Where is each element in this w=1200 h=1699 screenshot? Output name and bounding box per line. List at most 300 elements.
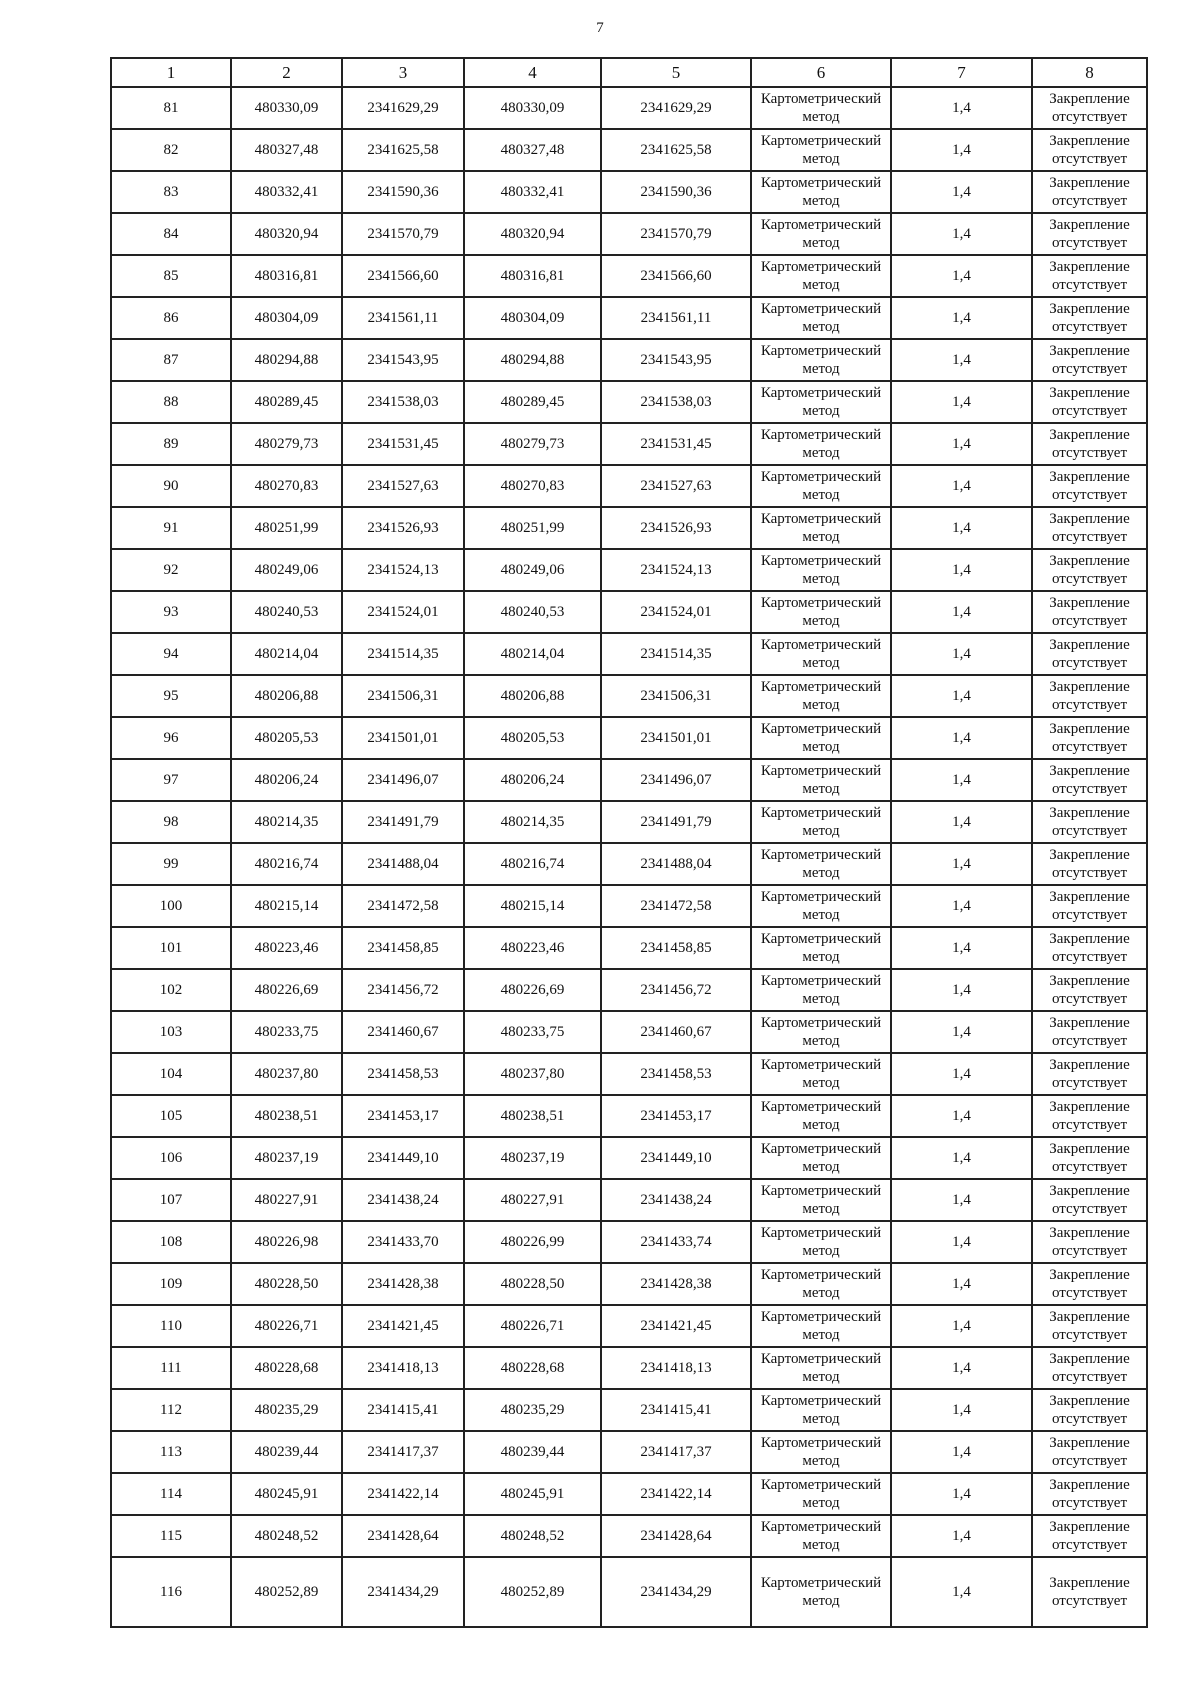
method-cell-line: метод <box>802 1285 840 1301</box>
y-coordinate-cell: 2341434,29 <box>601 1557 751 1627</box>
page-number: 7 <box>596 20 604 36</box>
x-coordinate-cell: 480215,14 <box>231 885 342 927</box>
y-coordinate-cell: 2341449,10 <box>342 1137 464 1179</box>
point-number-cell: 107 <box>111 1179 231 1221</box>
y-coordinate-cell: 2341527,63 <box>601 465 751 507</box>
method-cell-line: метод <box>802 949 840 965</box>
accuracy-cell: 1,4 <box>891 675 1032 717</box>
y-coordinate-cell: 2341428,64 <box>342 1515 464 1557</box>
fixing-cell-line: отсутствует <box>1051 235 1128 251</box>
x-coordinate-cell: 480228,50 <box>231 1263 342 1305</box>
point-number-cell: 89 <box>111 423 231 465</box>
x-coordinate-cell: 480205,53 <box>464 717 601 759</box>
method-cell-line: метод <box>802 1033 840 1049</box>
method-cell <box>751 297 891 339</box>
table-row <box>111 1431 1147 1473</box>
method-cell-line: Картометрический <box>760 427 882 443</box>
point-number-cell: 90 <box>111 465 231 507</box>
method-cell-line: Картометрический <box>760 469 882 485</box>
y-coordinate-cell: 2341570,79 <box>601 213 751 255</box>
x-coordinate-cell: 480245,91 <box>231 1473 342 1515</box>
x-coordinate-cell: 480240,53 <box>231 591 342 633</box>
method-cell-line: метод <box>802 109 840 125</box>
fixing-cell <box>1032 591 1147 633</box>
method-cell-line: метод <box>802 1593 840 1609</box>
point-number-cell: 100 <box>111 885 231 927</box>
y-coordinate-cell: 2341428,38 <box>601 1263 751 1305</box>
fixing-cell-line: Закрепление <box>1049 721 1130 737</box>
y-coordinate-cell: 2341590,36 <box>601 171 751 213</box>
fixing-cell-line: отсутствует <box>1051 739 1128 755</box>
y-coordinate-cell: 2341526,93 <box>601 507 751 549</box>
table-row <box>111 171 1147 213</box>
column-header: 8 <box>1032 58 1147 87</box>
accuracy-cell: 1,4 <box>891 1179 1032 1221</box>
fixing-cell-line: отсутствует <box>1051 1117 1128 1133</box>
fixing-cell <box>1032 171 1147 213</box>
fixing-cell-line: Закрепление <box>1049 847 1130 863</box>
x-coordinate-cell: 480316,81 <box>464 255 601 297</box>
method-cell <box>751 1221 891 1263</box>
table-row <box>111 675 1147 717</box>
table-row <box>111 1515 1147 1557</box>
method-cell-line: Картометрический <box>760 553 882 569</box>
fixing-cell-line: отсутствует <box>1051 361 1128 377</box>
fixing-cell <box>1032 297 1147 339</box>
table-row <box>111 1221 1147 1263</box>
fixing-cell <box>1032 129 1147 171</box>
fixing-cell-line: отсутствует <box>1051 1285 1128 1301</box>
x-coordinate-cell: 480270,83 <box>464 465 601 507</box>
table-row <box>111 423 1147 465</box>
method-cell-line: метод <box>802 865 840 881</box>
point-number-cell: 86 <box>111 297 231 339</box>
method-cell <box>751 381 891 423</box>
method-cell-line: Картометрический <box>760 595 882 611</box>
table-row <box>111 255 1147 297</box>
fixing-cell <box>1032 759 1147 801</box>
x-coordinate-cell: 480251,99 <box>464 507 601 549</box>
accuracy-cell: 1,4 <box>891 1095 1032 1137</box>
accuracy-cell: 1,4 <box>891 255 1032 297</box>
y-coordinate-cell: 2341561,11 <box>342 297 464 339</box>
y-coordinate-cell: 2341524,13 <box>601 549 751 591</box>
y-coordinate-cell: 2341561,11 <box>601 297 751 339</box>
fixing-cell-line: Закрепление <box>1049 1099 1130 1115</box>
method-cell <box>751 1515 891 1557</box>
accuracy-cell: 1,4 <box>891 381 1032 423</box>
point-number-cell: 106 <box>111 1137 231 1179</box>
y-coordinate-cell: 2341496,07 <box>601 759 751 801</box>
y-coordinate-cell: 2341491,79 <box>342 801 464 843</box>
method-cell <box>751 1179 891 1221</box>
accuracy-cell: 1,4 <box>891 1263 1032 1305</box>
method-cell-line: Картометрический <box>760 1351 882 1367</box>
fixing-cell-line: Закрепление <box>1049 1225 1130 1241</box>
method-cell-line: метод <box>802 571 840 587</box>
fixing-cell-line: Закрепление <box>1049 343 1130 359</box>
fixing-cell <box>1032 213 1147 255</box>
x-coordinate-cell: 480316,81 <box>231 255 342 297</box>
accuracy-cell: 1,4 <box>891 1053 1032 1095</box>
method-cell-line: метод <box>802 1411 840 1427</box>
method-cell-line: метод <box>802 991 840 1007</box>
fixing-cell-line: Закрепление <box>1049 1057 1130 1073</box>
y-coordinate-cell: 2341458,85 <box>601 927 751 969</box>
method-cell-line: метод <box>802 403 840 419</box>
method-cell <box>751 171 891 213</box>
fixing-cell-line: отсутствует <box>1051 1593 1128 1609</box>
accuracy-cell: 1,4 <box>891 759 1032 801</box>
method-cell-line: Картометрический <box>760 889 882 905</box>
method-cell <box>751 1473 891 1515</box>
table-row <box>111 843 1147 885</box>
accuracy-cell: 1,4 <box>891 927 1032 969</box>
method-cell-line: Картометрический <box>760 721 882 737</box>
x-coordinate-cell: 480227,91 <box>231 1179 342 1221</box>
table-row <box>111 1263 1147 1305</box>
x-coordinate-cell: 480240,53 <box>464 591 601 633</box>
method-cell <box>751 1557 891 1627</box>
accuracy-cell: 1,4 <box>891 213 1032 255</box>
method-cell-line: метод <box>802 1201 840 1217</box>
method-cell <box>751 1431 891 1473</box>
x-coordinate-cell: 480223,46 <box>231 927 342 969</box>
x-coordinate-cell: 480214,35 <box>231 801 342 843</box>
x-coordinate-cell: 480332,41 <box>231 171 342 213</box>
table-row <box>111 1095 1147 1137</box>
fixing-cell <box>1032 927 1147 969</box>
fixing-cell-line: отсутствует <box>1051 1159 1128 1175</box>
method-cell-line: метод <box>802 235 840 251</box>
x-coordinate-cell: 480214,35 <box>464 801 601 843</box>
fixing-cell-line: Закрепление <box>1049 511 1130 527</box>
accuracy-cell: 1,4 <box>891 1221 1032 1263</box>
fixing-cell-line: отсутствует <box>1051 613 1128 629</box>
method-cell-line: метод <box>802 1243 840 1259</box>
fixing-cell <box>1032 381 1147 423</box>
method-cell <box>751 129 891 171</box>
x-coordinate-cell: 480235,29 <box>231 1389 342 1431</box>
fixing-cell <box>1032 87 1147 129</box>
fixing-cell <box>1032 1179 1147 1221</box>
y-coordinate-cell: 2341538,03 <box>342 381 464 423</box>
x-coordinate-cell: 480249,06 <box>464 549 601 591</box>
table-row <box>111 1389 1147 1431</box>
x-coordinate-cell: 480330,09 <box>464 87 601 129</box>
y-coordinate-cell: 2341566,60 <box>601 255 751 297</box>
column-header: 1 <box>111 58 231 87</box>
method-cell-line: Картометрический <box>760 91 882 107</box>
x-coordinate-cell: 480294,88 <box>231 339 342 381</box>
fixing-cell-line: отсутствует <box>1051 1201 1128 1217</box>
fixing-cell-line: Закрепление <box>1049 679 1130 695</box>
fixing-cell-line: Закрепление <box>1049 553 1130 569</box>
x-coordinate-cell: 480330,09 <box>231 87 342 129</box>
method-cell-line: Картометрический <box>760 385 882 401</box>
accuracy-cell: 1,4 <box>891 717 1032 759</box>
y-coordinate-cell: 2341418,13 <box>601 1347 751 1389</box>
table-row <box>111 549 1147 591</box>
accuracy-cell: 1,4 <box>891 1473 1032 1515</box>
fixing-cell-line: отсутствует <box>1051 487 1128 503</box>
y-coordinate-cell: 2341625,58 <box>342 129 464 171</box>
fixing-cell-line: отсутствует <box>1051 949 1128 965</box>
point-number-cell: 115 <box>111 1515 231 1557</box>
fixing-cell-line: отсутствует <box>1051 655 1128 671</box>
table-row <box>111 591 1147 633</box>
fixing-cell-line: Закрепление <box>1049 175 1130 191</box>
fixing-cell-line: Закрепление <box>1049 301 1130 317</box>
accuracy-cell: 1,4 <box>891 1557 1032 1627</box>
point-number-cell: 93 <box>111 591 231 633</box>
method-cell-line: Картометрический <box>760 1393 882 1409</box>
method-cell-line: метод <box>802 361 840 377</box>
y-coordinate-cell: 2341422,14 <box>601 1473 751 1515</box>
x-coordinate-cell: 480252,89 <box>464 1557 601 1627</box>
point-number-cell: 85 <box>111 255 231 297</box>
point-number-cell: 105 <box>111 1095 231 1137</box>
table-row <box>111 297 1147 339</box>
point-number-cell: 99 <box>111 843 231 885</box>
x-coordinate-cell: 480205,53 <box>231 717 342 759</box>
y-coordinate-cell: 2341415,41 <box>601 1389 751 1431</box>
y-coordinate-cell: 2341417,37 <box>601 1431 751 1473</box>
method-cell <box>751 87 891 129</box>
table-row <box>111 759 1147 801</box>
x-coordinate-cell: 480252,89 <box>231 1557 342 1627</box>
x-coordinate-cell: 480279,73 <box>231 423 342 465</box>
method-cell-line: метод <box>802 613 840 629</box>
x-coordinate-cell: 480320,94 <box>231 213 342 255</box>
method-cell-line: Картометрический <box>760 1183 882 1199</box>
x-coordinate-cell: 480206,24 <box>231 759 342 801</box>
method-cell-line: Картометрический <box>760 1225 882 1241</box>
x-coordinate-cell: 480248,52 <box>231 1515 342 1557</box>
y-coordinate-cell: 2341415,41 <box>342 1389 464 1431</box>
accuracy-cell: 1,4 <box>891 297 1032 339</box>
accuracy-cell: 1,4 <box>891 1389 1032 1431</box>
fixing-cell-line: Закрепление <box>1049 1015 1130 1031</box>
table-row <box>111 1473 1147 1515</box>
fixing-cell <box>1032 1221 1147 1263</box>
fixing-cell-line: Закрепление <box>1049 1575 1130 1591</box>
table-row <box>111 129 1147 171</box>
table-row <box>111 1305 1147 1347</box>
y-coordinate-cell: 2341524,01 <box>601 591 751 633</box>
accuracy-cell: 1,4 <box>891 885 1032 927</box>
fixing-cell-line: Закрепление <box>1049 637 1130 653</box>
method-cell <box>751 801 891 843</box>
fixing-cell-line: отсутствует <box>1051 781 1128 797</box>
fixing-cell-line: Закрепление <box>1049 595 1130 611</box>
x-coordinate-cell: 480237,80 <box>231 1053 342 1095</box>
point-number-cell: 112 <box>111 1389 231 1431</box>
method-cell <box>751 423 891 465</box>
x-coordinate-cell: 480206,88 <box>464 675 601 717</box>
table-row <box>111 339 1147 381</box>
y-coordinate-cell: 2341421,45 <box>342 1305 464 1347</box>
fixing-cell-line: отсутствует <box>1051 529 1128 545</box>
y-coordinate-cell: 2341501,01 <box>342 717 464 759</box>
method-cell <box>751 1095 891 1137</box>
x-coordinate-cell: 480289,45 <box>231 381 342 423</box>
point-number-cell: 113 <box>111 1431 231 1473</box>
method-cell <box>751 1011 891 1053</box>
fixing-cell-line: отсутствует <box>1051 403 1128 419</box>
fixing-cell <box>1032 675 1147 717</box>
method-cell-line: Картометрический <box>760 1477 882 1493</box>
y-coordinate-cell: 2341570,79 <box>342 213 464 255</box>
x-coordinate-cell: 480327,48 <box>231 129 342 171</box>
fixing-cell-line: отсутствует <box>1051 1537 1128 1553</box>
y-coordinate-cell: 2341488,04 <box>601 843 751 885</box>
fixing-cell-line: отсутствует <box>1051 823 1128 839</box>
point-number-cell: 108 <box>111 1221 231 1263</box>
method-cell-line: метод <box>802 1159 840 1175</box>
table-row <box>111 1347 1147 1389</box>
method-cell <box>751 1347 891 1389</box>
method-cell <box>751 1389 891 1431</box>
method-cell-line: Картометрический <box>760 931 882 947</box>
y-coordinate-cell: 2341453,17 <box>342 1095 464 1137</box>
x-coordinate-cell: 480214,04 <box>464 633 601 675</box>
fixing-cell-line: отсутствует <box>1051 991 1128 1007</box>
fixing-cell-line: Закрепление <box>1049 469 1130 485</box>
accuracy-cell: 1,4 <box>891 1347 1032 1389</box>
table-row <box>111 633 1147 675</box>
method-cell-line: Картометрический <box>760 301 882 317</box>
method-cell-line: Картометрический <box>760 175 882 191</box>
x-coordinate-cell: 480206,24 <box>464 759 601 801</box>
point-number-cell: 83 <box>111 171 231 213</box>
table-row <box>111 381 1147 423</box>
table-row <box>111 717 1147 759</box>
fixing-cell-line: Закрепление <box>1049 385 1130 401</box>
point-number-cell: 82 <box>111 129 231 171</box>
method-cell <box>751 927 891 969</box>
header-row <box>111 58 1147 87</box>
fixing-cell <box>1032 717 1147 759</box>
x-coordinate-cell: 480233,75 <box>231 1011 342 1053</box>
method-cell-line: Картометрический <box>760 763 882 779</box>
accuracy-cell: 1,4 <box>891 1011 1032 1053</box>
y-coordinate-cell: 2341543,95 <box>601 339 751 381</box>
x-coordinate-cell: 480215,14 <box>464 885 601 927</box>
y-coordinate-cell: 2341456,72 <box>601 969 751 1011</box>
fixing-cell <box>1032 633 1147 675</box>
y-coordinate-cell: 2341629,29 <box>601 87 751 129</box>
x-coordinate-cell: 480233,75 <box>464 1011 601 1053</box>
x-coordinate-cell: 480294,88 <box>464 339 601 381</box>
x-coordinate-cell: 480239,44 <box>231 1431 342 1473</box>
accuracy-cell: 1,4 <box>891 1515 1032 1557</box>
x-coordinate-cell: 480279,73 <box>464 423 601 465</box>
method-cell <box>751 591 891 633</box>
y-coordinate-cell: 2341422,14 <box>342 1473 464 1515</box>
column-header: 5 <box>601 58 751 87</box>
fixing-cell-line: отсутствует <box>1051 907 1128 923</box>
fixing-cell <box>1032 549 1147 591</box>
point-number-cell: 102 <box>111 969 231 1011</box>
x-coordinate-cell: 480226,69 <box>231 969 342 1011</box>
fixing-cell-line: отсутствует <box>1051 1075 1128 1091</box>
point-number-cell: 101 <box>111 927 231 969</box>
method-cell-line: Картометрический <box>760 637 882 653</box>
method-cell-line: Картометрический <box>760 1309 882 1325</box>
method-cell-line: Картометрический <box>760 511 882 527</box>
fixing-cell-line: Закрепление <box>1049 91 1130 107</box>
accuracy-cell: 1,4 <box>891 1305 1032 1347</box>
method-cell-line: метод <box>802 1495 840 1511</box>
y-coordinate-cell: 2341428,38 <box>342 1263 464 1305</box>
accuracy-cell: 1,4 <box>891 1431 1032 1473</box>
method-cell-line: Картометрический <box>760 259 882 275</box>
table-row <box>111 1179 1147 1221</box>
method-cell <box>751 549 891 591</box>
accuracy-cell: 1,4 <box>891 339 1032 381</box>
method-cell-line: Картометрический <box>760 217 882 233</box>
y-coordinate-cell: 2341514,35 <box>342 633 464 675</box>
y-coordinate-cell: 2341458,85 <box>342 927 464 969</box>
fixing-cell-line: отсутствует <box>1051 697 1128 713</box>
y-coordinate-cell: 2341417,37 <box>342 1431 464 1473</box>
fixing-cell-line: Закрепление <box>1049 1477 1130 1493</box>
column-header: 7 <box>891 58 1032 87</box>
accuracy-cell: 1,4 <box>891 969 1032 1011</box>
method-cell <box>751 885 891 927</box>
method-cell-line: Картометрический <box>760 1015 882 1031</box>
x-coordinate-cell: 480226,98 <box>231 1221 342 1263</box>
point-number-cell: 91 <box>111 507 231 549</box>
y-coordinate-cell: 2341458,53 <box>601 1053 751 1095</box>
method-cell-line: метод <box>802 487 840 503</box>
y-coordinate-cell: 2341531,45 <box>342 423 464 465</box>
column-header: 3 <box>342 58 464 87</box>
fixing-cell-line: отсутствует <box>1051 193 1128 209</box>
fixing-cell-line: Закрепление <box>1049 763 1130 779</box>
method-cell-line: метод <box>802 277 840 293</box>
method-cell-line: Картометрический <box>760 973 882 989</box>
x-coordinate-cell: 480237,80 <box>464 1053 601 1095</box>
x-coordinate-cell: 480270,83 <box>231 465 342 507</box>
method-cell-line: метод <box>802 1537 840 1553</box>
y-coordinate-cell: 2341524,13 <box>342 549 464 591</box>
table-row <box>111 1053 1147 1095</box>
y-coordinate-cell: 2341496,07 <box>342 759 464 801</box>
y-coordinate-cell: 2341531,45 <box>601 423 751 465</box>
fixing-cell-line: Закрепление <box>1049 805 1130 821</box>
method-cell-line: метод <box>802 193 840 209</box>
fixing-cell-line: отсутствует <box>1051 865 1128 881</box>
accuracy-cell: 1,4 <box>891 465 1032 507</box>
accuracy-cell: 1,4 <box>891 801 1032 843</box>
fixing-cell-line: Закрепление <box>1049 931 1130 947</box>
table-row <box>111 1137 1147 1179</box>
method-cell <box>751 759 891 801</box>
method-cell <box>751 1053 891 1095</box>
method-cell-line: метод <box>802 655 840 671</box>
method-cell-line: Картометрический <box>760 679 882 695</box>
y-coordinate-cell: 2341453,17 <box>601 1095 751 1137</box>
y-coordinate-cell: 2341433,74 <box>601 1221 751 1263</box>
method-cell <box>751 465 891 507</box>
fixing-cell <box>1032 1305 1147 1347</box>
method-cell <box>751 1305 891 1347</box>
x-coordinate-cell: 480251,99 <box>231 507 342 549</box>
y-coordinate-cell: 2341491,79 <box>601 801 751 843</box>
method-cell-line: Картометрический <box>760 847 882 863</box>
